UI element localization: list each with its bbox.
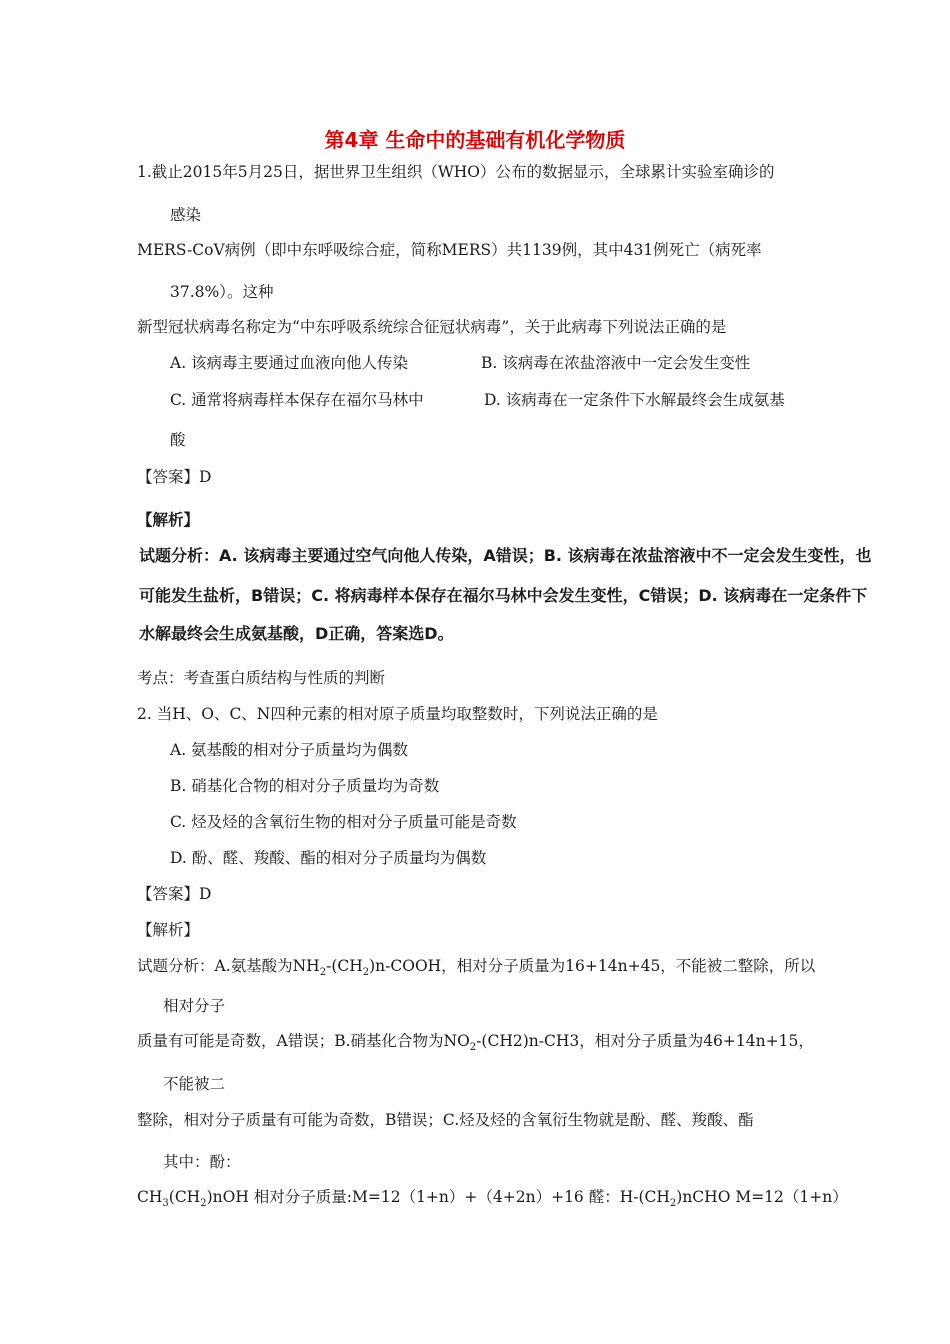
q1-analysis-line-1: 试题分析：A. 该病毒主要通过空气向他人传染，A错误；B. 该病毒在浓盐溶液中不一定会发生变性，也 [139,546,872,565]
q2-analysis-line-3 [137,1031,814,1054]
q2-analysis-line-4: 不能被二 [163,1075,226,1093]
q1-stem-line-5: 新型冠状病毒名称定为“中东呼吸系统综合征冠状病毒”，关于此病毒下列说法正确的是 [137,318,727,336]
q1-option-a: A. 该病毒主要通过血液向他人传染 [170,354,409,372]
q2-a7-sub2: 2 [200,1198,207,1210]
q2-a1-pre: 试题分析：A.氨基酸为NH [137,957,320,975]
q1-option-d-cont: 酸 [170,431,186,449]
q1-answer: 【答案】D [137,468,212,486]
q2-a7-mid2: )nOH 相对分子质量:M=12（1+n）+（4+2n）+16 醛：H-(CH [206,1188,670,1206]
q2-option-b: B. 硝基化合物的相对分子质量均为奇数 [170,777,440,795]
q2-analysis-line-5: 整除，相对分子质量有可能为奇数，B错误；C.烃及烃的含氧衍生物就是酚、醛、羧酸、酯 [137,1111,754,1129]
q2-a3-pre: 质量有可能是奇数，A错误；B.硝基化合物为NO [137,1032,470,1050]
q2-a7-mid1: (CH [168,1188,201,1206]
q2-a1-mid: -(CH [326,957,363,975]
q2-a7-sub3: 2 [669,1198,677,1210]
q2-a7-pre: CH [137,1188,163,1206]
q1-stem-line-2: 感染 [170,206,202,224]
q1-stem-line-4: 37.8%）。这种 [170,283,274,301]
q2-a3-sub: 2 [469,1042,477,1054]
q1-option-d: D. 该病毒在一定条件下水解最终会生成氨基 [484,391,785,409]
q2-a7-sub1: 3 [162,1198,169,1210]
q2-a1-post: )n-COOH，相对分子质量为16+14n+45，不能被二整除，所以 [369,957,816,975]
q1-analysis-line-3: 水解最终会生成氨基酸，D正确，答案选D。 [139,624,454,643]
q1-stem-line-3: MERS-CoV病例（即中东呼吸综合症，简称MERS）共1139例，其中431例死亡（病死率 [137,241,762,259]
q2-a1-sub1: 2 [319,967,327,979]
q2-option-d: D. 酚、醛、羧酸、酯的相对分子质量均为偶数 [170,849,487,867]
q2-option-a: A. 氨基酸的相对分子质量均为偶数 [170,741,409,759]
q2-a1-sub2: 2 [362,967,370,979]
q1-analysis-label: 【解析】 [137,510,200,529]
q2-analysis-line-2: 相对分子 [163,997,226,1015]
page-title: 第4章 生命中的基础有机化学物质 [324,128,626,152]
q2-a7-post: )nCHO M=12（1+n） [676,1188,848,1206]
q1-exam-point: 考点：考查蛋白质结构与性质的判断 [137,669,386,687]
q2-option-c: C. 烃及烃的含氧衍生物的相对分子质量可能是奇数 [170,813,517,831]
q2-stem: 2. 当H、O、C、N四种元素的相对原子质量均取整数时，下列说法正确的是 [137,705,658,723]
q1-option-c: C. 通常将病毒样本保存在福尔马林中 [170,391,424,409]
q2-a3-post: -(CH2)n-CH3，相对分子质量为46+14n+15， [476,1032,814,1050]
q1-option-b: B. 该病毒在浓盐溶液中一定会发生变性 [481,354,751,372]
q2-analysis-line-7 [137,1187,848,1210]
q1-stem-line-1: 1.截止2015年5月25日，据世界卫生组织（WHO）公布的数据显示，全球累计实验室确诊的 [137,163,775,181]
q2-analysis-line-6: 其中：酚： [163,1153,241,1171]
q2-answer: 【答案】D [137,885,212,903]
q2-analysis-label: 【解析】 [137,921,200,939]
q2-analysis-line-1 [137,956,816,979]
q1-analysis-line-2: 可能发生盐析，B错误；C. 将病毒样本保存在福尔马林中会发生变性，C错误；D. 该病毒在一定条件下 [139,586,868,605]
